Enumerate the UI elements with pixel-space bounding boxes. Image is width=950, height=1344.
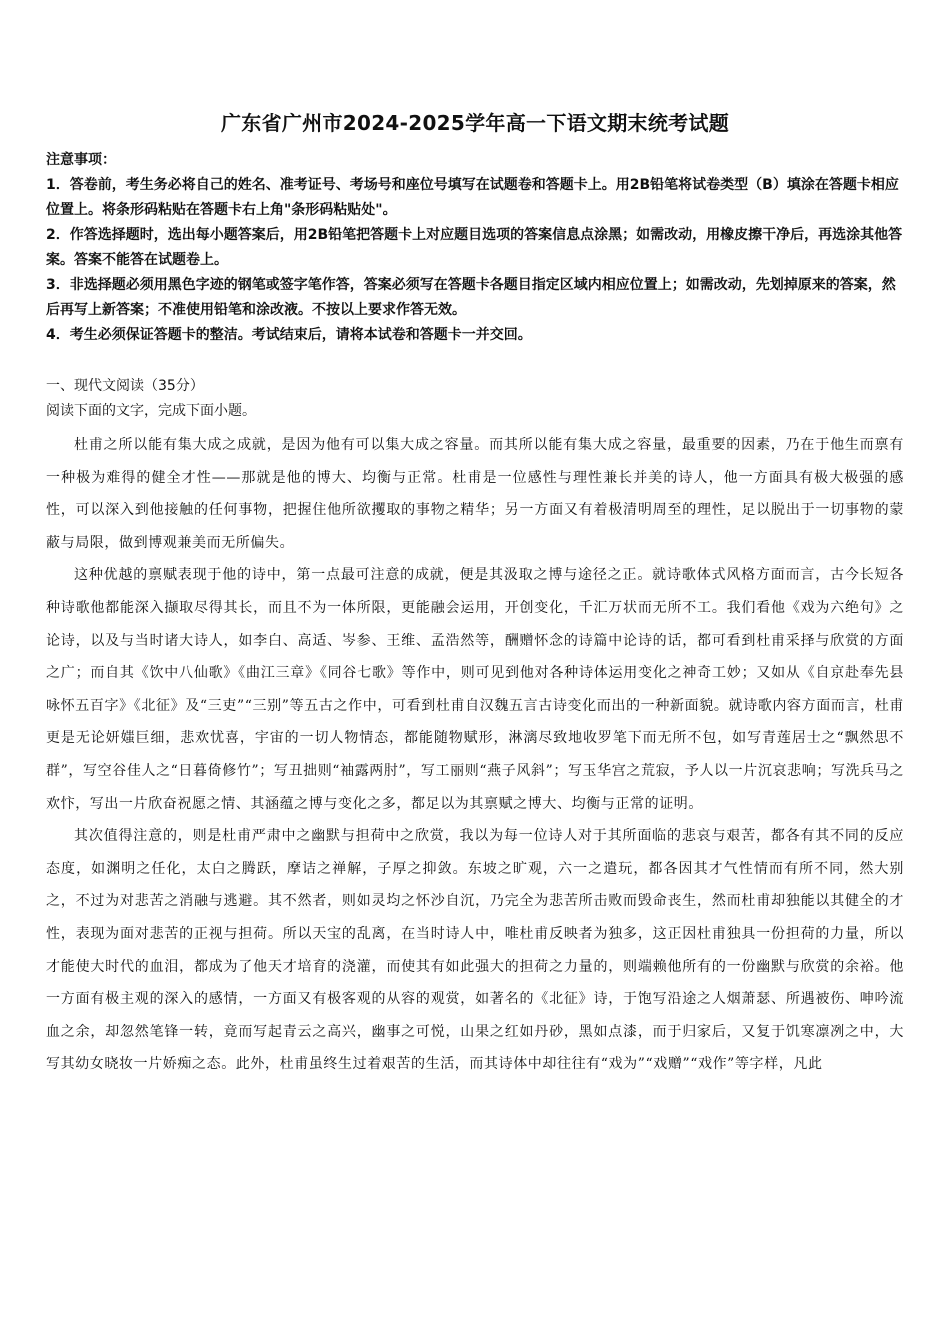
notice-heading: 注意事项： [46, 152, 116, 168]
notice-item: 4．考生必须保证答题卡的整洁。考试结束后，请将本试卷和答题卡一并交回。 [46, 327, 532, 343]
section-instruction: 阅读下面的文字，完成下面小题。 [46, 403, 256, 419]
passage-paragraph: 杜甫之所以能有集大成之成就，是因为他有可以集大成之容量。而其所以能有集大成之容量，最重要的因素，乃在于他生而禀有一种极为难得的健全才性——那就是他的博大、均衡与正常。杜甫是一位感性与理性兼长并美的诗人，他一方面具有极大极强的感性，可以深入到他接触的任何事物，把握住他所欲攫取的事物之精华；另一方面又有着极清明周至的理性，足以脱出于一切事物的蒙蔽与局限，做到博观兼美而无所偏失。 [46, 437, 904, 551]
notice-item: 1．答卷前，考生务必将自己的姓名、准考证号、考场号和座位号填写在试题卷和答题卡上。用2B铅笔将试卷类型（B）填涂在答题卡相应位置上。将条形码粘贴在答题卡右上角"条形码粘贴处"。 [46, 177, 899, 218]
passage-paragraph: 其次值得注意的，则是杜甫严肃中之幽默与担荷中之欣赏，我以为每一位诗人对于其所面临的悲哀与艰苦，都各有其不同的反应态度，如渊明之任化，太白之腾跃，摩诘之禅解，子厚之抑敛。东坡之旷观，六一之遣玩，都各因其才气性情而有所不同，然大别之，不过为对悲苦之消融与逃避。其不然者，则如灵均之怀沙自沉，乃完全为悲苦所击败而毁命丧生，然而杜甫却独能以其健全的才性，表现为面对悲苦的正视与担荷。所以天宝的乱离，在当时诗人中，唯杜甫反映者为独多，这正因杜甫独具一份担荷的力量，所以才能使大时代的血泪，都成为了他天才培育的浇灌，而使其有如此强大的担荷之力量的，则端赖他所有的一份幽默与欣赏的余裕。他一方面有极主观的深入的感情，一方面又有极客观的从容的观赏，如著名的《北征》诗，于饱写沿途之人烟萧瑟、所遇被伤、呻吟流血之余，却忽然笔锋一转，竟而写起青云之高兴，幽事之可悦，山果之红如丹砂，黑如点漆，而于归家后，又复于饥寒凛冽之中，大写其幼女晓妆一片娇痴之态。此外，杜甫虽终生过着艰苦的生活，而其诗体中却往往有“戏为”“戏赠”“戏作”等字样，凡此 [46, 828, 904, 1073]
notice-item: 3．非选择题必须用黑色字迹的钢笔或签字笔作答，答案必须写在答题卡各题目指定区域内相应位置上；如需改动，先划掉原来的答案，然后再写上新答案；不准使用铅笔和涂改液。不按以上要求作答无效。 [46, 277, 896, 318]
notice-block [46, 148, 904, 348]
exam-title: 广东省广州市2024-2025学年高一下语文期末统考试题 [220, 111, 730, 135]
passage-paragraph: 这种优越的禀赋表现于他的诗中，第一点最可注意的成就，便是其汲取之博与途径之正。就诗歌体式风格方面而言，古今长短各种诗歌他都能深入撷取尽得其长，而且不为一体所限，更能融会运用，开创变化，千汇万状而无所不工。我们看他《戏为六绝句》之论诗，以及与当时诸大诗人，如李白、高适、岑参、王维、孟浩然等，酬赠怀念的诗篇中论诗的话，都可看到杜甫采择与欣赏的方面之广；而自其《饮中八仙歌》《曲江三章》《同谷七歌》等作中，则可见到他对各种诗体运用变化之神奇工妙；又如从《自京赴奉先县咏怀五百字》《北征》及“三吏”“三别”等五古之作中，可看到杜甫自汉魏五言古诗变化而出的一种新面貌。就诗歌内容方面而言，杜甫更是无论妍媸巨细，悲欢忧喜，宇宙的一切人物情态，都能随物赋形，淋漓尽致地收罗笔下而无所不包，如写青莲居士之“飘然思不群”，写空谷佳人之“日暮倚修竹”；写丑拙则“袖露两肘”，写工丽则“燕子风斜”；写玉华宫之荒寂，予人以一片沉哀悲响；写洗兵马之欢忭，写出一片欣奋祝愿之情、其涵蕴之博与变化之多，都足以为其禀赋之博大、均衡与正常的证明。 [46, 567, 904, 812]
reading-passage [46, 429, 904, 1081]
exam-page [46, 108, 904, 1081]
notice-item: 2．作答选择题时，选出每小题答案后，用2B铅笔把答题卡上对应题目选项的答案信息点涂黑；如需改动，用橡皮擦干净后，再选涂其他答案。答案不能答在试题卷上。 [46, 227, 903, 268]
section-heading: 一、现代文阅读（35分） [46, 378, 204, 394]
